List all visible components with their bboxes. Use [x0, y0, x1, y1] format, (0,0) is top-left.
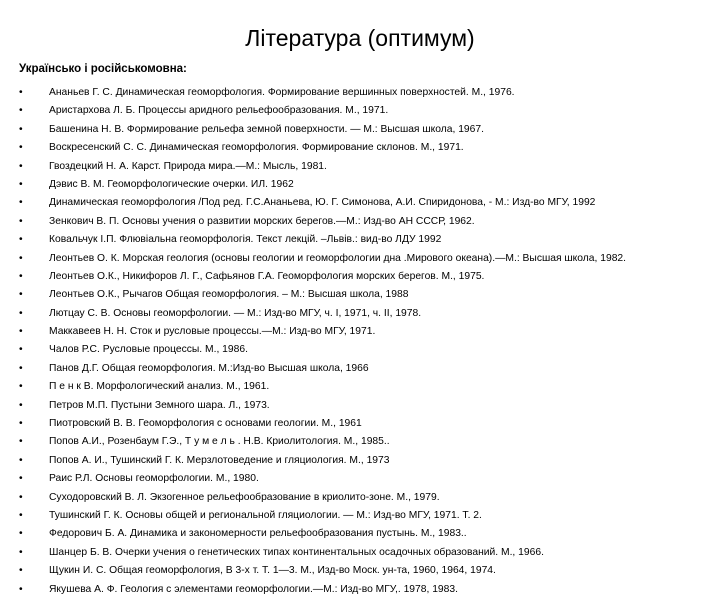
reference-item: [19, 252, 709, 266]
slide-title: Література (оптимум): [245, 25, 475, 51]
reference-item: [19, 454, 709, 468]
bullet-icon: •: [19, 399, 23, 411]
reference-text: Ананьев Г. С. Динамическая геоморфология. Формирование вершинных поверхностей. М., 1976.: [49, 87, 515, 98]
bullet-icon: •: [19, 528, 23, 540]
bullet-icon: •: [19, 509, 23, 521]
bullet-icon: •: [19, 436, 23, 448]
reference-item: [19, 215, 709, 229]
bullet-icon: •: [19, 105, 23, 117]
reference-text: Гвоздецкий Н. А. Карст. Природа мира.—М.: Мысль, 1981.: [49, 160, 327, 172]
reference-item: [19, 472, 709, 486]
reference-text: Леонтьев О.К., Никифоров Л. Г., Сафьянов Г.А. Геоморфология морских берегов. М., 1975.: [49, 270, 485, 282]
reference-text: Шанцер Б. В. Очерки учения о генетических типах континентальных осадочных образований. М., 1966.: [49, 546, 544, 558]
reference-item: [19, 417, 709, 431]
reference-item: [19, 288, 709, 302]
reference-text: Маккавеев Н. Н. Сток и русловые процессы.—М.: Изд-во МГУ, 1971.: [49, 326, 376, 338]
reference-text: Якушева А. Ф. Геология с элементами геоморфологии.—М.: Изд-во МГУ,. 1978, 1983.: [49, 583, 458, 595]
reference-item: [19, 123, 709, 137]
reference-item: [19, 104, 709, 118]
reference-item: [19, 564, 709, 578]
reference-text: Раис Р.Л. Основы геоморфологии. М., 1980.: [49, 473, 259, 485]
reference-text: П е н к В. Морфологический анализ. М., 1961.: [49, 381, 270, 393]
reference-text: Попов А.И., Розенбаум Г.Э., Т у м е л ь . Н.В. Криолитология. М., 1985..: [49, 436, 390, 448]
bullet-icon: •: [19, 215, 23, 227]
reference-item: [19, 196, 709, 210]
reference-text: Петров М.П. Пустыни Земного шара. Л., 1973.: [49, 399, 270, 411]
bullet-icon: •: [19, 565, 23, 577]
reference-item: [19, 362, 709, 376]
reference-text: Ковальчук І.П. Флювіальна геоморфологія. Текст лекцій. –Львів.: вид-во ЛДУ 1992: [49, 234, 442, 246]
bullet-icon: •: [19, 362, 23, 374]
reference-text: Динамическая геоморфология /Под ред. Г.С.Ананьева, Ю. Г. Симонова, А.И. Спиридонова, - М.: Изд-во МГУ, 1992: [49, 197, 596, 209]
reference-item: [19, 491, 709, 505]
reference-item: [19, 343, 709, 357]
reference-text: Чалов Р.С. Русловые процессы. М., 1986.: [49, 344, 248, 356]
reference-text: Тушинский Г. К. Основы общей и региональной гляциологии. — М.: Изд-во МГУ, 1971. Т. 2.: [49, 509, 482, 521]
reference-text: Панов Д.Г. Общая геоморфология. М.:Изд-во Высшая школа, 1966: [49, 362, 369, 374]
bullet-icon: •: [19, 418, 23, 430]
reference-item: [19, 380, 709, 394]
bullet-icon: •: [19, 307, 23, 319]
reference-item: [19, 509, 709, 523]
bullet-icon: •: [19, 289, 23, 301]
reference-text: Дэвис В. М. Геоморфологические очерки. ИЛ. 1962: [49, 178, 294, 190]
bullet-icon: •: [19, 87, 23, 98]
reference-item: [19, 399, 709, 413]
reference-item: [19, 583, 709, 597]
bullet-icon: •: [19, 252, 23, 264]
reference-item: [19, 307, 709, 321]
bullet-icon: •: [19, 142, 23, 154]
reference-item: [19, 435, 709, 449]
reference-text: Леонтьев О. К. Морская геология (основы геологии и геоморфологии дна .Мирового океана).—М.: Высшая школа, 1982.: [49, 252, 627, 264]
section-subheading: Українсько і російськомовна:: [19, 63, 187, 75]
bullet-icon: •: [19, 160, 23, 172]
bullet-icon: •: [19, 454, 23, 466]
bullet-icon: •: [19, 344, 23, 356]
reference-text: Пиотровский В. В. Геоморфология с основами геологии. М., 1961: [49, 418, 362, 430]
bullet-icon: •: [19, 381, 23, 393]
reference-text: Аристархова Л. Б. Процессы аридного рельефообразования. М., 1971.: [49, 105, 389, 117]
reference-item: [19, 270, 709, 284]
reference-item: [19, 141, 709, 155]
reference-text: Леонтьев О.К., Рычагов Общая геоморфология. – М.: Высшая школа, 1988: [49, 289, 409, 301]
reference-text: Воскресенский С. С. Динамическая геоморфология. Формирование склонов. М., 1971.: [49, 142, 464, 154]
reference-item: [19, 86, 709, 100]
bullet-icon: •: [19, 123, 23, 135]
reference-text: Попов А. И., Тушинский Г. К. Мерзлотоведение и гляциология. М., 1973: [49, 454, 390, 466]
reference-item: [19, 546, 709, 560]
bullet-icon: •: [19, 326, 23, 338]
bullet-icon: •: [19, 473, 23, 485]
reference-text: Федорович Б. А. Динамика и закономерности рельефообразования пустынь. М., 1983..: [49, 528, 467, 540]
reference-text: Лютцау С. В. Основы геоморфологии. — М.: Изд-во МГУ, ч. I, 1971, ч. II, 1978.: [49, 307, 422, 319]
bullet-icon: •: [19, 491, 23, 503]
bullet-icon: •: [19, 234, 23, 246]
reference-item: [19, 233, 709, 247]
reference-item: [19, 325, 709, 339]
reference-item: [19, 178, 709, 192]
bullet-icon: •: [19, 546, 23, 558]
reference-text: Суходоровский В. Л. Экзогенное рельефообразование в криолито-зоне. М., 1979.: [49, 491, 440, 503]
reference-text: Башенина Н. В. Формирование рельефа земной поверхности. — М.: Высшая школа, 1967.: [49, 123, 484, 135]
bullet-icon: •: [19, 583, 23, 595]
bullet-icon: •: [19, 197, 23, 209]
bullet-icon: •: [19, 270, 23, 282]
reference-list: [19, 86, 709, 601]
reference-text: Зенкович В. П. Основы учения о развитии морских берегов.—М.: Изд-во АН СССР, 1962.: [49, 215, 475, 227]
reference-text: Щукин И. С. Общая геоморфология, В 3-х т. Т. 1—3. М., Изд-во Моск. ун-та, 1960, 1964, 1974.: [49, 565, 496, 577]
reference-item: [19, 160, 709, 174]
bullet-icon: •: [19, 178, 23, 190]
